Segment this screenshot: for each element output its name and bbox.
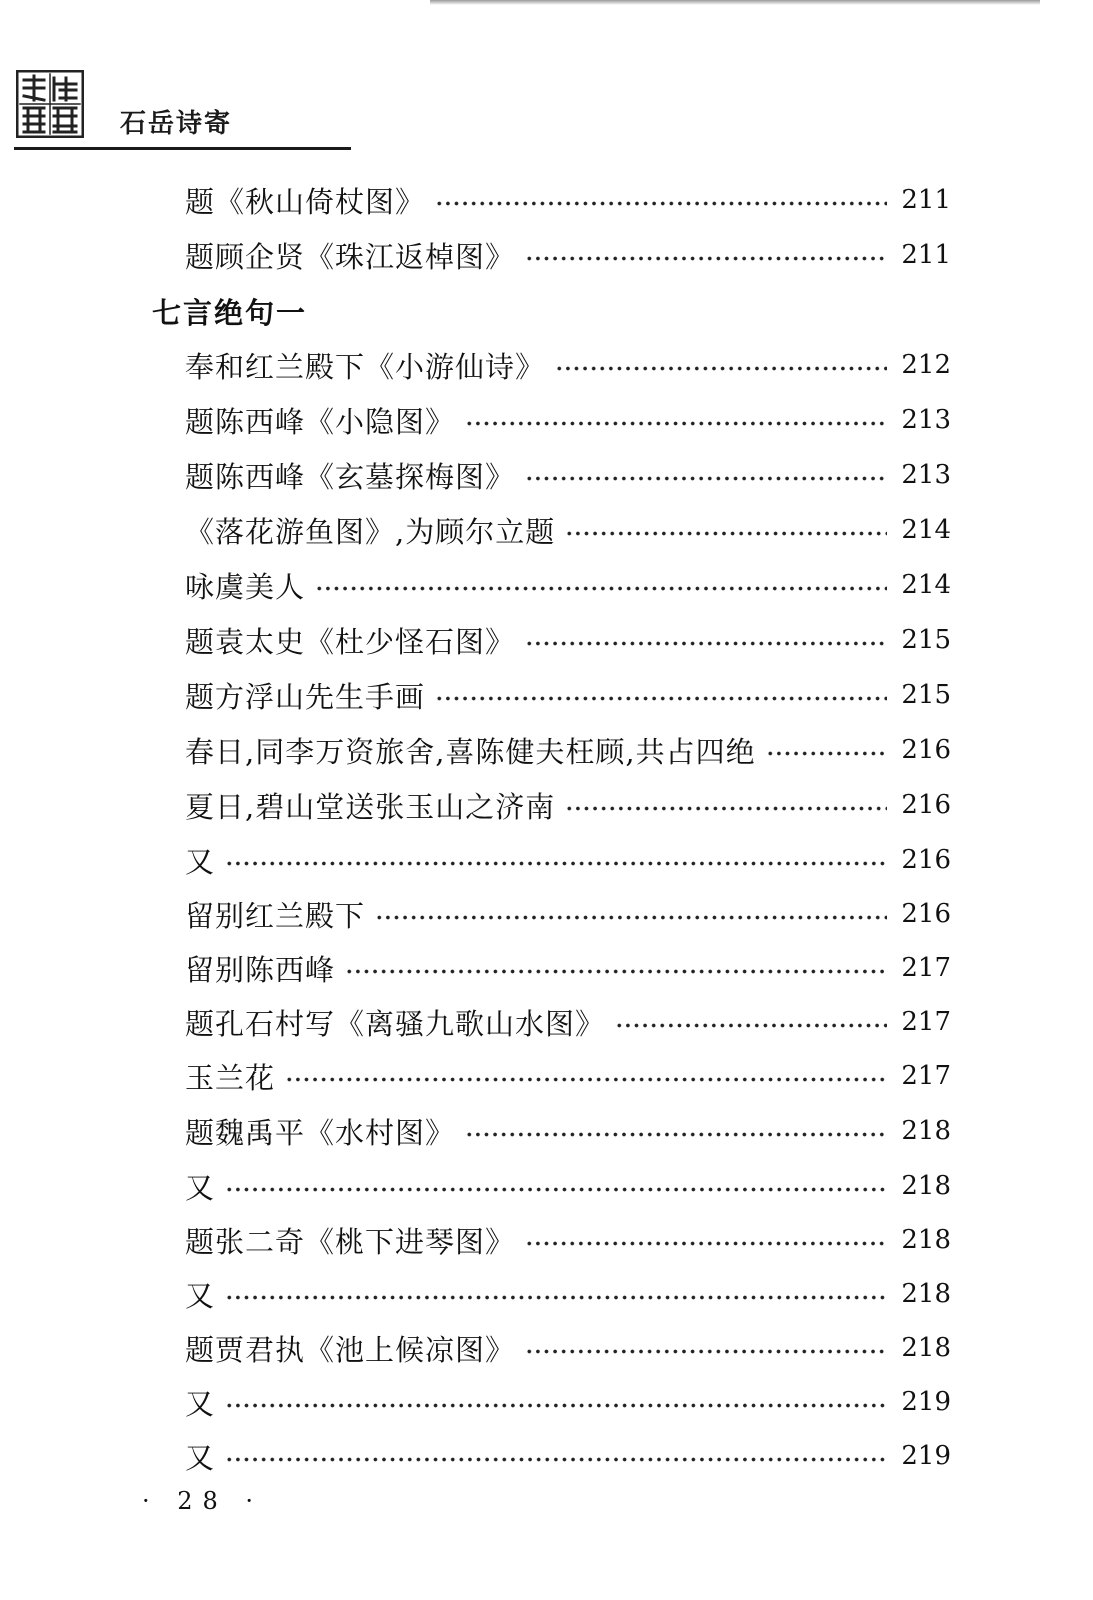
toc-entry [185,345,951,385]
toc-entry-page: 218 [901,1225,951,1255]
toc-entry [185,1056,951,1096]
section-heading: 七言绝句一 [152,296,308,330]
toc-entry-page: 215 [901,680,951,710]
dot-leader [525,1240,887,1247]
toc-entry-page: 212 [901,350,951,380]
dot-leader [565,530,887,537]
toc-entry [185,400,951,440]
toc-entry-page: 214 [901,570,951,600]
toc-entry [185,1382,951,1422]
toc-entry-page: 217 [901,953,951,983]
toc-entry-title: 题陈西峰《小隐图》 [185,404,456,439]
toc-entry-page: 217 [901,1007,951,1037]
dot-leader [225,1456,887,1463]
dot-leader [225,1294,887,1301]
dot-leader [555,365,887,372]
toc-entry-title: 题陈西峰《玄墓探梅图》 [185,459,516,494]
toc-entry-page: 218 [901,1171,951,1201]
toc-entry-page: 214 [901,515,951,545]
toc-entry [185,730,951,770]
dot-leader [435,695,887,702]
toc-entry-title: 咏虞美人 [185,569,306,604]
toc-entry-title: 又 [185,1170,216,1205]
toc-entry [185,455,951,495]
toc-entry [185,1328,951,1368]
header-rule [14,147,351,150]
page-number: · 28 · [142,1487,264,1515]
toc-entry [185,565,951,605]
dot-leader [525,1348,887,1355]
dot-leader [525,640,887,647]
toc-entry-title: 留别红兰殿下 [185,898,366,933]
seal-stamp-icon [16,70,84,138]
dot-leader [345,968,887,975]
book-title: 石岳诗寄 [120,109,233,139]
toc-entry-page: 211 [901,240,951,270]
toc-entry-title: 题张二奇《桃下进琴图》 [185,1224,516,1259]
dot-leader [225,1402,887,1409]
toc-entry-title: 题袁太史《杜少怪石图》 [185,624,516,659]
toc-entry-title: 又 [185,1278,216,1313]
toc-entry-page: 216 [901,790,951,820]
toc-entry-page: 216 [901,899,951,929]
toc-entry [185,235,951,275]
toc-entry-page: 215 [901,625,951,655]
toc-entry [185,180,951,220]
toc-entry [185,1002,951,1042]
toc-entry-page: 213 [901,405,951,435]
toc-entry-title: 又 [185,1386,216,1421]
toc-entry-title: 题《秋山倚杖图》 [185,184,426,219]
toc-entry-title: 夏日,碧山堂送张玉山之济南 [185,789,556,824]
toc-entry [185,948,951,988]
toc-entry [185,620,951,660]
dot-leader [525,475,887,482]
toc-entry [185,785,951,825]
dot-leader [375,914,887,921]
toc-entry-page: 218 [901,1279,951,1309]
toc-entry-title: 留别陈西峰 [185,952,336,987]
toc-entry-page: 217 [901,1061,951,1091]
toc-entry-page: 218 [901,1116,951,1146]
dot-leader [285,1076,887,1083]
dot-leader [615,1022,887,1029]
toc-entry [185,1274,951,1314]
toc-entry [185,1166,951,1206]
dot-leader [525,255,887,262]
toc-entry [185,840,951,880]
toc-entry [185,894,951,934]
toc-entry [185,510,951,550]
dot-leader [465,420,887,427]
toc-entry-page: 218 [901,1333,951,1363]
toc-entry [185,1111,951,1151]
toc-entry-title: 又 [185,1440,216,1475]
toc-entry [185,675,951,715]
toc-entry-page: 219 [901,1441,951,1471]
toc-entry-title: 玉兰花 [185,1060,276,1095]
toc-entry-title: 奉和红兰殿下《小游仙诗》 [185,349,546,384]
toc-entry-page: 211 [901,185,951,215]
dot-leader [766,750,887,757]
toc-entry-title: 题魏禹平《水村图》 [185,1115,456,1150]
dot-leader [225,860,887,867]
toc-entry-title: 题贾君执《池上候凉图》 [185,1332,516,1367]
toc-entry-title: 春日,同李万资旅舍,喜陈健夫枉顾,共占四绝 [185,734,756,769]
dot-leader [435,200,887,207]
dot-leader [465,1131,887,1138]
toc-entry-page: 219 [901,1387,951,1417]
toc-entry [185,1220,951,1260]
toc-entry [185,1436,951,1476]
dot-leader [225,1186,887,1193]
dot-leader [315,585,887,592]
toc-entry-page: 213 [901,460,951,490]
toc-entry-page: 216 [901,845,951,875]
toc-entry-title: 题孔石村写《离骚九歌山水图》 [185,1006,606,1041]
toc-entry-title: 题方浮山先生手画 [185,679,426,714]
dot-leader [565,805,887,812]
toc-entry-page: 216 [901,735,951,765]
toc-entry-title: 题顾企贤《珠江返棹图》 [185,239,516,274]
toc-entry-title: 又 [185,844,216,879]
toc-entry-title: 《落花游鱼图》,为顾尔立题 [185,514,556,549]
scan-top-edge [430,0,1040,5]
